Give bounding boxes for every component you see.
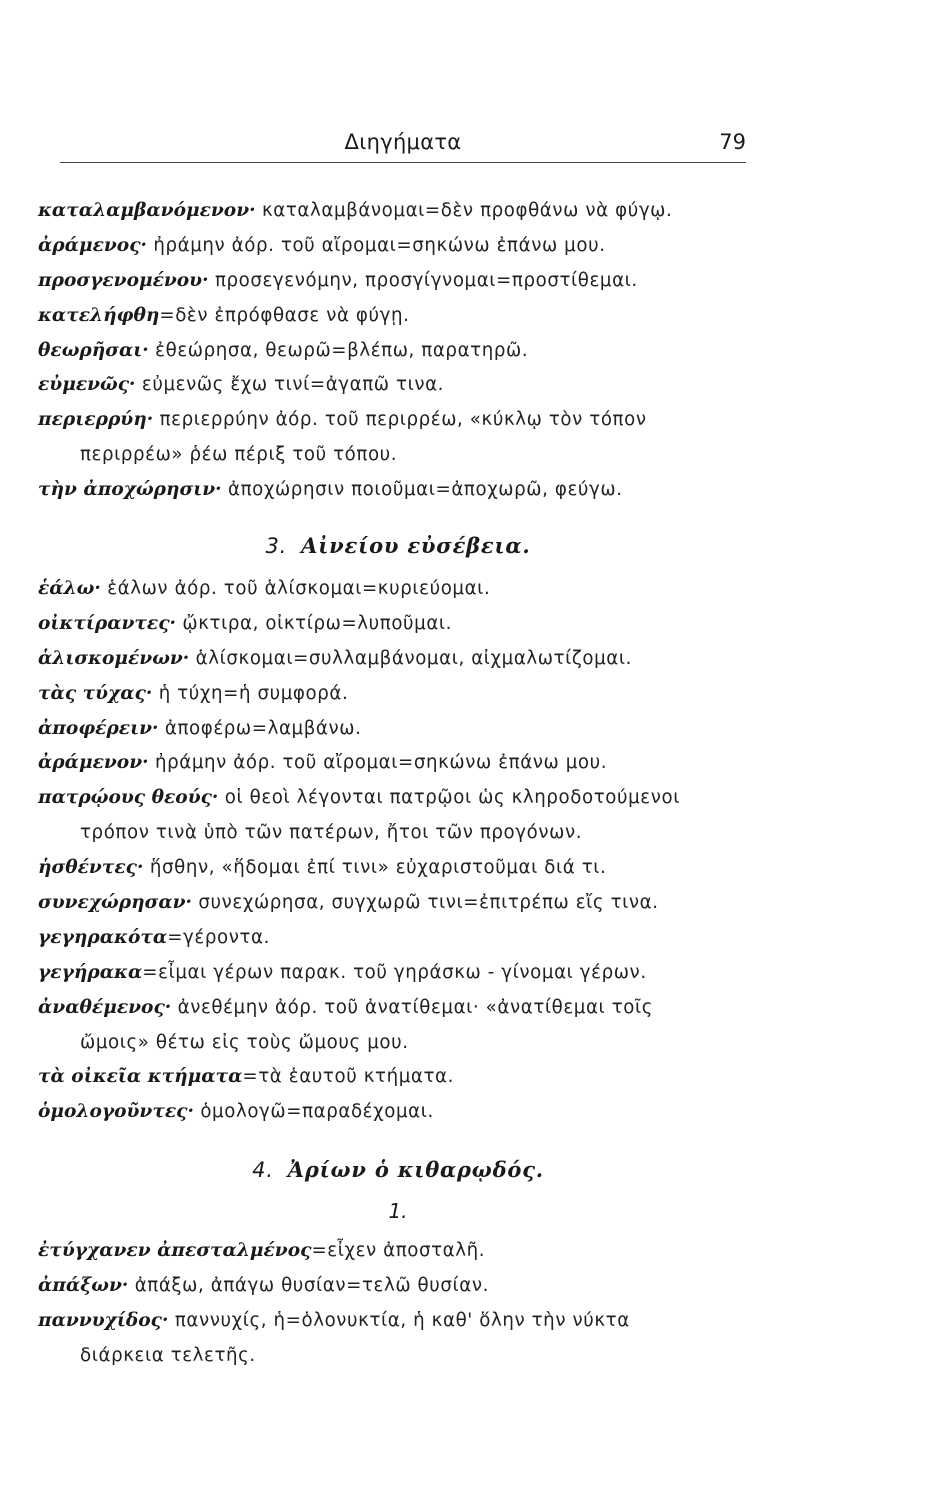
glossary-entry bbox=[38, 368, 758, 403]
entry-gloss: ὁμολογῶ=παραδέχομαι. bbox=[193, 1101, 434, 1123]
entry-lemma: οἰκτίραντες· bbox=[38, 612, 177, 634]
glossary-entry bbox=[38, 607, 758, 642]
glossary-block-4 bbox=[38, 1234, 758, 1374]
running-title: Διηγήματα bbox=[344, 130, 462, 154]
glossary-entry bbox=[38, 851, 758, 886]
glossary-entry bbox=[38, 194, 758, 229]
entry-gloss: ἑάλων ἀόρ. τοῦ ἁλίσκομαι=κυριεύομαι. bbox=[100, 578, 491, 600]
section-heading-3 bbox=[38, 528, 758, 564]
entry-lemma: τὰς τύχας· bbox=[38, 682, 153, 704]
entry-gloss: ἀποχώρησιν ποιοῦμαι=ἀποχωρῶ, φεύγω. bbox=[221, 479, 623, 501]
entry-gloss: καταλαμβάνομαι=δὲν προφθάνω νὰ φύγῳ. bbox=[255, 200, 673, 221]
section-heading-4 bbox=[38, 1152, 758, 1188]
glossary-entry bbox=[38, 1304, 758, 1339]
entry-lemma: ἀναθέμενος· bbox=[38, 996, 172, 1018]
entry-lemma: περιερρύη· bbox=[38, 409, 154, 431]
entry-gloss: ὤμοις» θέτω εἰς τοὺς ὤμους μου. bbox=[80, 1031, 409, 1053]
entry-gloss: ἡ τύχη=ἡ συμφορά. bbox=[152, 682, 349, 704]
glossary-entry bbox=[38, 886, 758, 921]
entry-lemma: ἀράμενον· bbox=[38, 752, 149, 774]
entry-gloss: παννυχίς, ἡ=ὁλονυκτία, ἡ καθ' ὅλην τὴν νύκτα bbox=[168, 1310, 630, 1332]
glossary-entry bbox=[38, 1095, 758, 1130]
subsection-number: 1. bbox=[388, 1199, 408, 1224]
glossary-entry bbox=[38, 746, 758, 781]
entry-gloss: ἐθεώρησα, θεωρῶ=βλέπω, παρατηρῶ. bbox=[148, 339, 529, 361]
entry-gloss: τρόπον τινὰ ὑπὸ τῶν πατέρων, ἤτοι τῶν προγόνων. bbox=[80, 822, 583, 844]
glossary-entry bbox=[38, 642, 758, 677]
glossary-entry bbox=[38, 1269, 758, 1304]
glossary-entry bbox=[38, 1060, 758, 1095]
entry-gloss: ἠράμην ἀόρ. τοῦ αἴρομαι=σηκώνω ἐπάνω μου. bbox=[148, 752, 608, 774]
entry-gloss: συνεχώρησα, συγχωρῶ τινι=ἐπιτρέπω εἴς τινα. bbox=[192, 892, 659, 914]
glossary-entry bbox=[38, 229, 758, 264]
entry-gloss: εὐμενῶς ἔχω τινί=ἀγαπῶ τινα. bbox=[135, 374, 445, 396]
section-number: 4. bbox=[252, 1158, 274, 1183]
entry-gloss: προσεγενόμην, προσγίγνομαι=προστίθεμαι. bbox=[208, 269, 638, 291]
entry-lemma: ἁλισκομένων· bbox=[38, 647, 190, 669]
entry-lemma: ἀράμενος· bbox=[38, 234, 147, 256]
entry-lemma: κατελήφθη bbox=[38, 304, 160, 326]
entry-gloss: οἱ θεοὶ λέγονται πατρῷοι ὡς κληροδοτούμενοι bbox=[218, 787, 680, 809]
entry-lemma: ἑάλω· bbox=[38, 578, 101, 600]
glossary-entry bbox=[38, 712, 758, 747]
section-title: Αἰνείου εὐσέβεια. bbox=[301, 533, 531, 559]
entry-lemma: γεγηρακότα bbox=[38, 926, 168, 948]
glossary-entry-continuation bbox=[38, 438, 758, 473]
entry-gloss: διάρκεια τελετῆς. bbox=[80, 1344, 256, 1366]
running-header bbox=[60, 128, 746, 160]
entry-gloss: ἀνεθέμην ἀόρ. τοῦ ἀνατίθεμαι· «ἀνατίθεμαι τοῖς bbox=[171, 996, 654, 1018]
entry-gloss: ἀποφέρω=λαμβάνω. bbox=[158, 717, 362, 739]
entry-lemma: ἀποφέρειν· bbox=[38, 717, 159, 739]
entry-lemma: γεγήρακα bbox=[38, 961, 143, 983]
entry-gloss: περιρρέω» ῥέω πέριξ τοῦ τόπου. bbox=[80, 444, 398, 466]
entry-lemma: ἀπάξων· bbox=[38, 1275, 129, 1297]
glossary-entry bbox=[38, 1234, 758, 1269]
page-number: 79 bbox=[719, 130, 746, 154]
entry-lemma: καταλαμβανόμενον· bbox=[38, 200, 256, 221]
glossary-entry bbox=[38, 781, 758, 816]
entry-gloss: ἥσθην, «ἥδομαι ἐπί τινι» εὐχαριστοῦμαι διά τι. bbox=[143, 857, 607, 879]
entry-gloss: περιερρύην ἀόρ. τοῦ περιρρέω, «κύκλῳ τὸν τόπον bbox=[153, 409, 647, 431]
glossary-entry bbox=[38, 473, 758, 508]
glossary-entry bbox=[38, 921, 758, 956]
glossary-entry-continuation bbox=[38, 816, 758, 851]
glossary-body bbox=[38, 194, 758, 1374]
glossary-entry bbox=[38, 572, 758, 607]
glossary-entry bbox=[38, 991, 758, 1026]
glossary-entry bbox=[38, 334, 758, 369]
glossary-entry bbox=[38, 956, 758, 991]
entry-lemma: ὁμολογοῦντες· bbox=[38, 1101, 194, 1123]
entry-gloss: ἠράμην ἀόρ. τοῦ αἴρομαι=σηκώνω ἐπάνω μου. bbox=[147, 234, 606, 256]
entry-lemma: θεωρῆσαι· bbox=[38, 339, 149, 361]
entry-lemma: ἡσθέντες· bbox=[38, 857, 144, 879]
entry-lemma: εὐμενῶς· bbox=[38, 374, 136, 396]
glossary-block-2 bbox=[38, 194, 758, 508]
entry-gloss: =εἶμαι γέρων παρακ. τοῦ γηράσκω - γίνομαι γέρων. bbox=[142, 961, 647, 983]
entry-lemma: πατρῴους θεούς· bbox=[38, 787, 219, 809]
entry-gloss: =δὲν ἐπρόφθασε νὰ φύγῃ. bbox=[159, 304, 410, 326]
entry-gloss: ᾤκτιρα, οἰκτίρω=λυποῦμαι. bbox=[176, 612, 453, 634]
glossary-entry bbox=[38, 299, 758, 334]
entry-lemma: συνεχώρησαν· bbox=[38, 892, 193, 914]
entry-lemma: προσγενομένου· bbox=[38, 269, 209, 291]
entry-lemma: ἐτύγχανεν ἀπεσταλμένος bbox=[38, 1240, 312, 1262]
entry-gloss: ἁλίσκομαι=συλλαμβάνομαι, αἰχμαλωτίζομαι. bbox=[189, 647, 633, 669]
glossary-entry-continuation bbox=[38, 1339, 758, 1374]
glossary-entry bbox=[38, 677, 758, 712]
glossary-entry-continuation bbox=[38, 1026, 758, 1061]
entry-lemma: τὴν ἀποχώρησιν· bbox=[38, 479, 222, 501]
entry-lemma: παννυχίδος· bbox=[38, 1310, 169, 1332]
section-number: 3. bbox=[265, 534, 288, 559]
entry-gloss: =εἶχεν ἀποσταλῆ. bbox=[311, 1240, 486, 1262]
entry-gloss: ἀπάξω, ἀπάγω θυσίαν=τελῶ θυσίαν. bbox=[128, 1275, 490, 1297]
section-title: Ἀρίων ὁ κιθαρῳδός. bbox=[287, 1157, 544, 1183]
entry-gloss: =γέροντα. bbox=[167, 926, 270, 948]
glossary-entry bbox=[38, 264, 758, 299]
entry-lemma: τὰ οἰκεῖα κτήματα bbox=[38, 1066, 243, 1088]
entry-gloss: =τὰ ἑαυτοῦ κτήματα. bbox=[242, 1066, 454, 1088]
header-rule bbox=[60, 162, 746, 163]
glossary-entry bbox=[38, 403, 758, 438]
glossary-block-3 bbox=[38, 572, 758, 1130]
